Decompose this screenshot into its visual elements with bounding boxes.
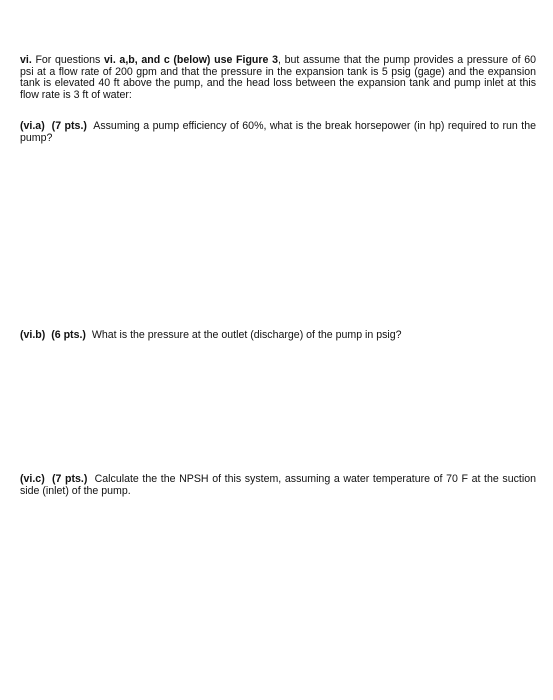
question-label: (vi.b) <box>20 329 46 341</box>
question-label: (vi.c) <box>20 473 45 485</box>
question-text: Calculate the the NPSH of this system, assuming a water temperature of 70 F at the suction side (inlet) of the pump. <box>20 473 536 497</box>
question-vi-c <box>20 474 536 497</box>
question-label: (vi.a) <box>20 120 45 132</box>
question-vi-b <box>20 330 536 342</box>
intro-label: vi. <box>20 54 32 66</box>
question-points: (6 pts.) <box>51 329 86 341</box>
intro-text-2: , but assume that the pump provides a pressure of 60 psi at a flow rate of 200 gpm and that the pressure in the expansion tank is 5 psig (gage) and the expansion tank is elevated 40 ft above the pump, and the head loss between the expansion tank and pump inlet at this flow rate is 3 ft of water: <box>20 54 536 101</box>
intro-paragraph <box>20 55 536 101</box>
question-points: (7 pts.) <box>51 473 88 485</box>
intro-figure-reference: vi. a,b, and c (below) use Figure 3 <box>104 54 278 66</box>
question-text: Assuming a pump efficiency of 60%, what is the break horsepower (in hp) required to run the pump? <box>20 120 536 144</box>
intro-text-1: For questions <box>31 54 104 66</box>
question-points: (7 pts.) <box>51 120 87 132</box>
question-text: What is the pressure at the outlet (discharge) of the pump in psig? <box>91 329 402 341</box>
question-vi-a <box>20 121 536 144</box>
